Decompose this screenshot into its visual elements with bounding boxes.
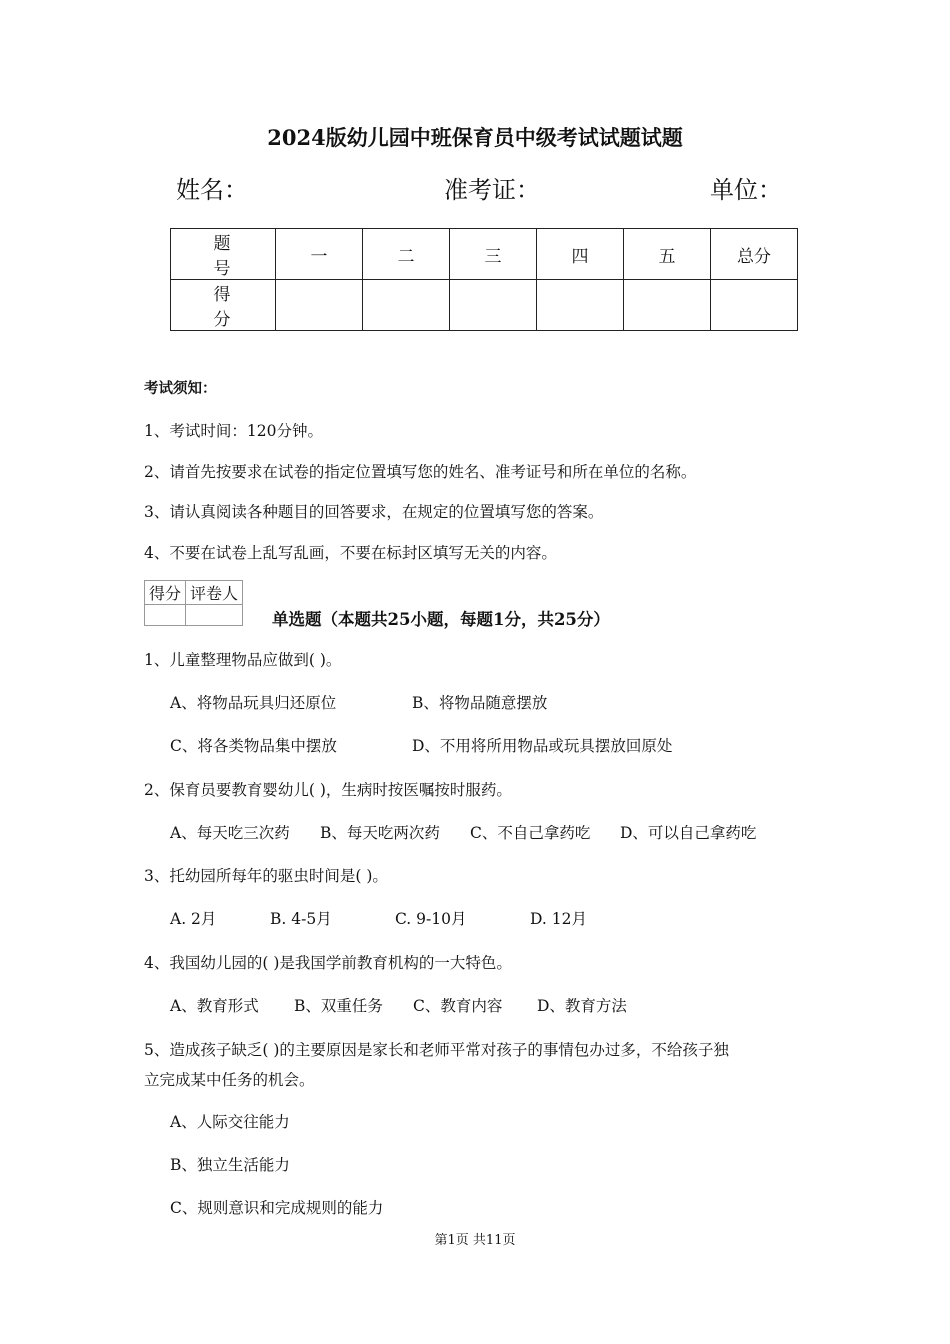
question-stem-continued: 立完成某中任务的机会。 xyxy=(144,1071,315,1089)
grader-label: 评卷人 xyxy=(186,581,243,605)
score-cell[interactable] xyxy=(711,280,798,331)
question-option: A. 2月 xyxy=(170,910,217,928)
question-option: B、每天吃两次药 xyxy=(320,824,440,842)
question-option: B、双重任务 xyxy=(294,997,383,1015)
question-option: A、人际交往能力 xyxy=(170,1113,290,1131)
question-stem: 4、我国幼儿园的( )是我国学前教育机构的一大特色。 xyxy=(144,954,512,972)
question-stem: 5、造成孩子缺乏( )的主要原因是家长和老师平常对孩子的事情包办过多，不给孩子独 xyxy=(144,1041,729,1059)
notice-heading: 考试须知： xyxy=(144,380,217,397)
score-table-header-label: 题 号 xyxy=(171,229,276,280)
question-option: C. 9-10月 xyxy=(395,910,467,928)
question-stem: 3、托幼园所每年的驱虫时间是( )。 xyxy=(144,867,388,885)
notice-item: 3、请认真阅读各种题目的回答要求，在规定的位置填写您的答案。 xyxy=(144,503,604,521)
question-option: B. 4-5月 xyxy=(270,910,332,928)
score-cell[interactable] xyxy=(537,280,624,331)
question-option: B、将物品随意摆放 xyxy=(412,694,548,712)
score-table-header-cell: 三 xyxy=(450,229,537,280)
question-option: A、教育形式 xyxy=(170,997,259,1015)
notice-item: 1、考试时间：120分钟。 xyxy=(144,422,323,440)
notice-item: 4、不要在试卷上乱写乱画，不要在标封区填写无关的内容。 xyxy=(144,544,557,562)
exam-title: 2024版幼儿园中班保育员中级考试试题试题 xyxy=(267,125,683,150)
grader-score-label: 得分 xyxy=(145,581,186,605)
score-table-header-cell: 五 xyxy=(624,229,711,280)
question-option: C、将各类物品集中摆放 xyxy=(170,737,337,755)
score-cell[interactable] xyxy=(276,280,363,331)
question-option: D、教育方法 xyxy=(537,997,627,1015)
question-option: C、不自己拿药吃 xyxy=(470,824,591,842)
question-option: C、教育内容 xyxy=(413,997,503,1015)
score-table xyxy=(170,228,798,331)
page-footer: 第1页 共11页 xyxy=(434,1233,516,1248)
name-field-label: 姓名： xyxy=(176,176,248,204)
score-table-score-label: 得 分 xyxy=(171,280,276,331)
score-cell[interactable] xyxy=(450,280,537,331)
score-table-header-cell: 总分 xyxy=(711,229,798,280)
score-table-score-row xyxy=(171,280,798,331)
score-table-header-cell: 二 xyxy=(363,229,450,280)
question-option: A、每天吃三次药 xyxy=(170,824,290,842)
question-option: D. 12月 xyxy=(530,910,587,928)
question-option: D、可以自己拿药吃 xyxy=(620,824,757,842)
question-option: C、规则意识和完成规则的能力 xyxy=(170,1199,384,1217)
exam-id-field-label: 准考证： xyxy=(444,176,540,204)
score-table-header-cell: 四 xyxy=(537,229,624,280)
question-stem: 1、儿童整理物品应做到( )。 xyxy=(144,651,342,669)
score-table-header-row xyxy=(171,229,798,280)
grader-name-cell[interactable] xyxy=(186,605,243,626)
question-option: B、独立生活能力 xyxy=(170,1156,290,1174)
section-title: 单选题（本题共25小题，每题1分，共25分） xyxy=(272,610,610,629)
question-option: D、不用将所用物品或玩具摆放回原处 xyxy=(412,737,673,755)
notice-item: 2、请首先按要求在试卷的指定位置填写您的姓名、准考证号和所在单位的名称。 xyxy=(144,463,697,481)
unit-field-label: 单位： xyxy=(710,176,782,204)
question-stem: 2、保育员要教育婴幼儿( )，生病时按医嘱按时服药。 xyxy=(144,781,512,799)
score-cell[interactable] xyxy=(624,280,711,331)
grader-box xyxy=(144,580,243,626)
score-table-header-cell: 一 xyxy=(276,229,363,280)
grader-score-cell[interactable] xyxy=(145,605,186,626)
question-option: A、将物品玩具归还原位 xyxy=(170,694,337,712)
score-cell[interactable] xyxy=(363,280,450,331)
